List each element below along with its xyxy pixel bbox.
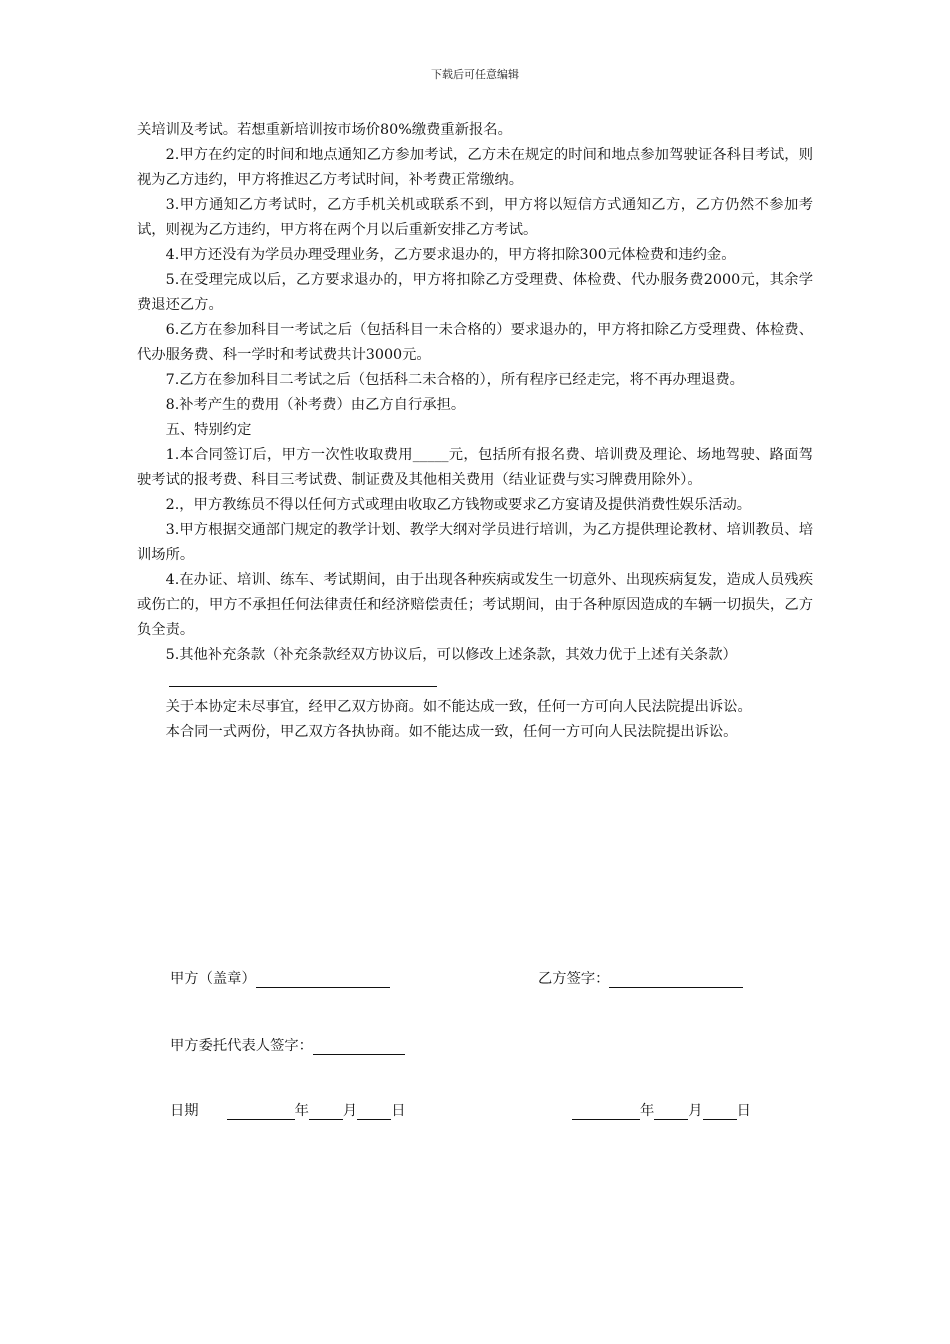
year-label: 年 [294, 1103, 309, 1119]
day-blank [703, 1104, 737, 1120]
party-b-label: 乙方签字： [538, 971, 610, 987]
party-b-date [572, 1100, 751, 1120]
clause-paragraph: 关培训及考试。若想重新培训按市场价80%缴费重新报名。 [137, 122, 512, 138]
clause-paragraph: 1.本合同签订后，甲方一次性收取费用_____元，包括所有报名费、培训费及理论、场地驾驶、路面驾驶考试的报考费、科目三考试费、制证费及其他相关费用（结业证费与实习牌费用除外）。 [137, 447, 813, 488]
closing-paragraph: 本合同一式两份，甲乙双方各执协商。如不能达成一致，任何一方可向人民法院提出诉讼。 [165, 724, 738, 740]
month-label: 月 [688, 1103, 703, 1119]
agent-blank [313, 1039, 405, 1055]
clause-paragraph: 3.甲方根据交通部门规定的教学计划、教学大纲对学员进行培训，为乙方提供理论教材、培训教员、培训场所。 [137, 522, 813, 563]
clause-paragraph: 6.乙方在参加科目一考试之后（包括科目一未合格的）要求退办的，甲方将扣除乙方受理费、体检费、代办服务费、科一学时和考试费共计3000元。 [137, 322, 813, 363]
agent-signature [170, 1035, 405, 1055]
page-header: 下载后可任意编辑 [431, 68, 519, 81]
section-heading: 五、特别约定 [165, 422, 252, 438]
party-b-signature [538, 968, 743, 988]
closing-paragraph: 关于本协定未尽事宜，经甲乙双方协商。如不能达成一致，任何一方可向人民法院提出诉讼。 [165, 699, 752, 715]
clause-paragraph: 5.其他补充条款（补充条款经双方协议后，可以修改上述条款，其效力优于上述有关条款） [165, 647, 737, 663]
clause-paragraph: 3.甲方通知乙方考试时，乙方手机关机或联系不到，甲方将以短信方式通知乙方，乙方仍然不参加考试，则视为乙方违约，甲方将在两个月以后重新安排乙方考试。 [137, 197, 813, 238]
contract-body [137, 118, 813, 745]
day-blank [357, 1104, 391, 1120]
party-a-signature [170, 968, 390, 988]
party-a-blank [256, 972, 390, 988]
year-blank [572, 1104, 640, 1120]
party-a-date [170, 1100, 405, 1120]
clause-paragraph: 2.甲方在约定的时间和地点通知乙方参加考试，乙方未在规定的时间和地点参加驾驶证各科目考试，则视为乙方违约，甲方将推迟乙方考试时间，补考费正常缴纳。 [137, 147, 813, 188]
agent-label: 甲方委托代表人签字： [170, 1038, 313, 1054]
clause-paragraph: 2.，甲方教练员不得以任何方式或理由收取乙方钱物或要求乙方宴请及提供消费性娱乐活动。 [165, 497, 752, 513]
clause-paragraph: 4.甲方还没有为学员办理受理业务，乙方要求退办的，甲方将扣除300元体检费和违约金。 [165, 247, 736, 263]
clause-paragraph: 4.在办证、培训、练车、考试期间，由于出现各种疾病或发生一切意外、出现疾病复发，造成人员残疾或伤亡的，甲方不承担任何法律责任和经济赔偿责任；考试期间，由于各种原因造成的车辆一切损失，乙方负全责。 [137, 572, 813, 638]
clause-paragraph: 5.在受理完成以后，乙方要求退办的，甲方将扣除乙方受理费、体检费、代办服务费2000元，其余学费退还乙方。 [137, 272, 813, 313]
month-blank [309, 1104, 343, 1120]
day-label: 日 [391, 1103, 406, 1119]
day-label: 日 [736, 1103, 751, 1119]
party-a-label: 甲方（盖章） [170, 971, 256, 987]
year-blank [227, 1104, 295, 1120]
month-label: 月 [342, 1103, 358, 1119]
party-b-blank [609, 972, 743, 988]
year-label: 年 [640, 1103, 655, 1119]
clause-paragraph: 7.乙方在参加科目二考试之后（包括科二未合格的），所有程序已经走完，将不再办理退费。 [165, 372, 744, 388]
clause-paragraph: 8.补考产生的费用（补考费）由乙方自行承担。 [165, 397, 466, 413]
month-blank [654, 1104, 688, 1120]
supplementary-terms-blank-line [169, 674, 437, 687]
date-label: 日期 [170, 1103, 199, 1119]
